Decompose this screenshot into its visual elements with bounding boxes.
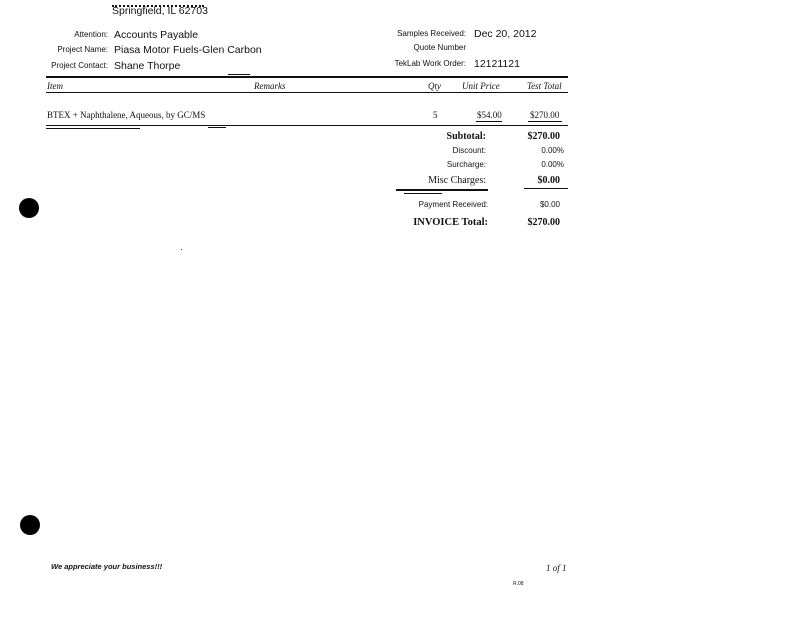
payment-received-label: Payment Received:	[418, 200, 488, 209]
misc-charges-value: $0.00	[537, 175, 560, 186]
invoice-total-value: $270.00	[527, 217, 560, 228]
quote-number-label: Quote Number	[413, 43, 466, 52]
footer-ref: R.08	[513, 581, 524, 587]
misc-charges-label: Misc Charges:	[428, 175, 486, 186]
row-rule-shadow	[46, 128, 140, 129]
table-top-rule	[46, 76, 568, 78]
surcharge-value: 0.00%	[541, 160, 564, 169]
row-rule-mark	[208, 127, 226, 128]
unit-price-underline	[476, 121, 502, 122]
work-order-label: TekLab Work Order:	[394, 59, 466, 68]
subtotal-value: $270.00	[527, 131, 560, 142]
misc-rule-right	[524, 188, 568, 189]
discount-label: Discount:	[452, 146, 486, 155]
surcharge-label: Surcharge:	[446, 160, 486, 169]
work-order-value: 12121121	[474, 58, 520, 70]
row-test-total: $270.00	[530, 110, 560, 120]
payment-received-value: $0.00	[539, 200, 560, 209]
attention-value: Accounts Payable	[114, 29, 199, 41]
subtotal-label: Subtotal:	[446, 131, 486, 142]
project-contact-label: Project Contact:	[51, 61, 108, 70]
address-city-line: Springfield, IL 62703	[112, 5, 208, 17]
column-header-remarks: Remarks	[254, 81, 286, 91]
column-header-unit-price: Unit Price	[462, 81, 500, 91]
project-contact-value: Shane Thorpe	[114, 60, 181, 72]
samples-received-value: Dec 20, 2012	[474, 28, 537, 40]
table-header-rule	[46, 92, 568, 93]
row-qty: 5	[433, 110, 438, 120]
row-rule	[46, 125, 568, 126]
column-header-item: Item	[47, 81, 63, 91]
row-unit-price: $54.00	[477, 110, 502, 120]
project-name-label: Project Name:	[57, 45, 108, 54]
row-item: BTEX + Naphthalene, Aqueous, by GC/MS	[47, 110, 206, 120]
footer-page-number: 1 of 1	[546, 563, 567, 573]
misc-rule-left	[396, 189, 488, 191]
invoice-total-label: INVOICE Total:	[413, 217, 488, 228]
misc-rule-shadow	[404, 193, 442, 194]
punch-hole-bottom	[20, 515, 40, 535]
column-header-qty: Qty	[428, 81, 441, 91]
scan-mark	[228, 74, 250, 75]
column-header-test-total: Test Total	[527, 81, 562, 91]
project-name-value: Piasa Motor Fuels-Glen Carbon	[114, 44, 262, 56]
test-total-underline	[528, 121, 562, 122]
samples-received-label: Samples Received:	[397, 29, 466, 38]
footer-thanks: We appreciate your business!!!	[51, 562, 163, 571]
punch-hole-top	[19, 198, 39, 218]
attention-label: Attention:	[74, 30, 108, 39]
discount-value: 0.00%	[541, 146, 564, 155]
scan-speck	[181, 249, 182, 250]
